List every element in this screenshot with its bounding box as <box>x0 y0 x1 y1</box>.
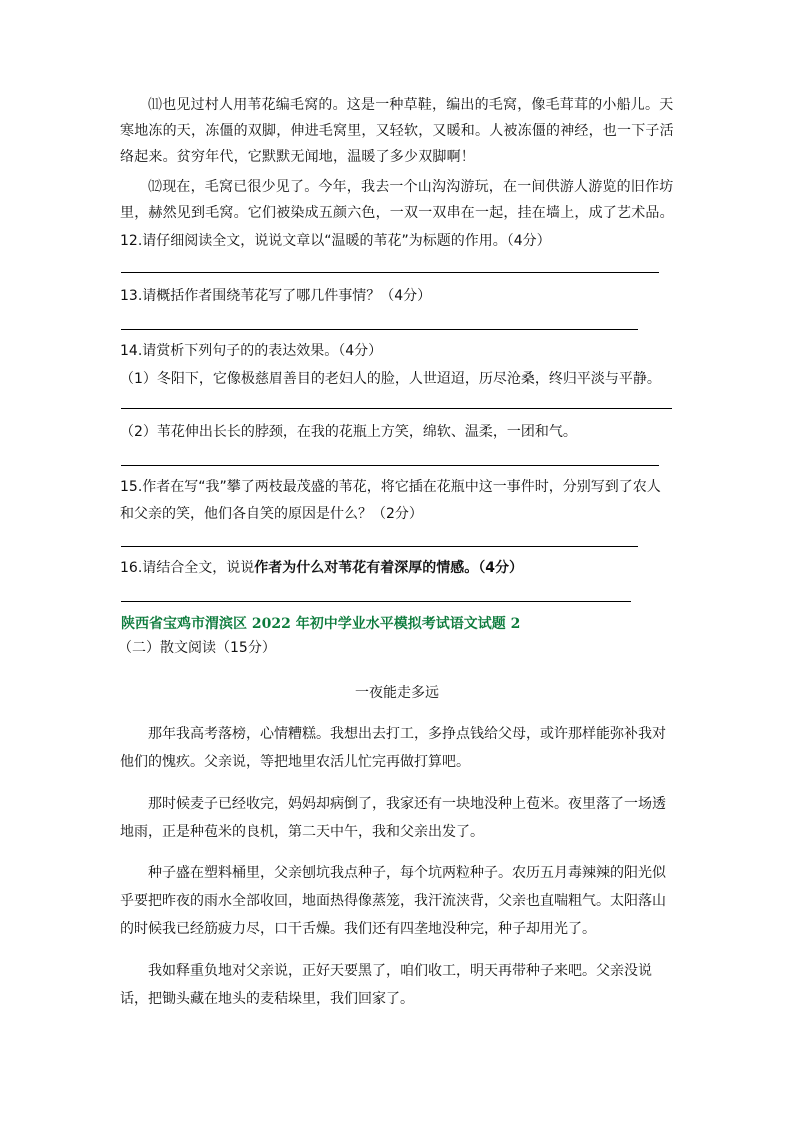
question-13: 13.请概括作者围绕苇花写了哪几件事情？（4分） <box>120 288 432 304</box>
essay-title: 一夜能走多远 <box>355 685 439 701</box>
question-14: 14.请赏析下列句子的的表达效果。（4分） <box>120 343 383 359</box>
paragraph-11: ⑾也见过村人用苇花编毛窝的。这是一种草鞋，编出的毛窝，像毛茸茸的小船儿。天寒地冻的天，冻僵的双脚，伸进毛窝里，又轻软，又暖和。人被冻僵的神经，也一下子活络起来。贫穷年代，它默默无闻地，温暖了多少双脚啊！ <box>120 97 674 165</box>
question-16-prefix: 16.请结合全文，说说 <box>120 560 255 576</box>
answer-line-13[interactable] <box>121 329 638 330</box>
answer-line-12[interactable] <box>121 272 659 273</box>
answer-line-14-2[interactable] <box>121 465 659 466</box>
answer-line-15[interactable] <box>121 546 638 547</box>
section-heading: 陕西省宝鸡市渭滨区 2022 年初中学业水平模拟考试语文试题 2 <box>121 616 521 632</box>
essay-paragraph-1: 那年我高考落榜，心情糟糕。我想出去打工，多挣点钱给父母，或许那样能弥补我对他们的愧疚。父亲说，等把地里农活儿忙完再做打算吧。 <box>120 726 666 770</box>
question-16 <box>120 558 523 578</box>
question-15-line-1: 15.作者在写“我”攀了两枝最茂盛的苇花，将它插在花瓶中这一事件时，分别写到了农人 <box>120 479 661 495</box>
question-12: 12.请仔细阅读全文，说说文章以“温暖的苇花”为标题的作用。（4分） <box>120 233 551 249</box>
question-16-emphasis: 作者为什么对苇花有着深厚的情感。（4分） <box>254 560 524 576</box>
question-14-item-2: （2）苇花伸出长长的脖颈，在我的花瓶上方笑，绵软、温柔，一团和气。 <box>120 424 577 440</box>
question-14-item-1: （1）冬阳下，它像极慈眉善目的老妇人的脸，人世迢迢，历尽沧桑，终归平淡与平静。 <box>120 371 661 387</box>
section-subheading: （二）散文阅读（15分） <box>118 640 276 656</box>
essay-paragraph-2: 那时候麦子已经收完，妈妈却病倒了，我家还有一块地没种上苞米。夜里落了一场透地雨，正是种苞米的良机，第二天中午，我和父亲出发了。 <box>120 796 666 840</box>
essay-paragraph-4: 我如释重负地对父亲说，正好天要黑了，咱们收工，明天再带种子来吧。父亲没说话，把锄头藏在地头的麦秸垛里，我们回家了。 <box>120 963 652 1007</box>
question-15-line-2: 和父亲的笑，他们各自笑的原因是什么？（2分） <box>120 506 423 522</box>
answer-line-14-1[interactable] <box>121 408 672 409</box>
answer-line-16[interactable] <box>121 601 631 602</box>
essay-paragraph-3: 种子盛在塑料桶里，父亲刨坑我点种子，每个坑两粒种子。农历五月毒辣辣的阳光似乎要把昨夜的雨水全部收回，地面热得像蒸笼，我汗流浃背，父亲也直喘粗气。太阳落山的时候我已经筋疲力尽，口干舌燥。我们还有四垄地没种完，种子却用光了。 <box>120 865 666 937</box>
paragraph-12: ⑿现在，毛窝已很少见了。今年，我去一个山沟沟游玩，在一间供游人游览的旧作坊里，赫然见到毛窝。它们被染成五颜六色，一双一双串在一起，挂在墙上，成了艺术品。 <box>120 179 674 221</box>
